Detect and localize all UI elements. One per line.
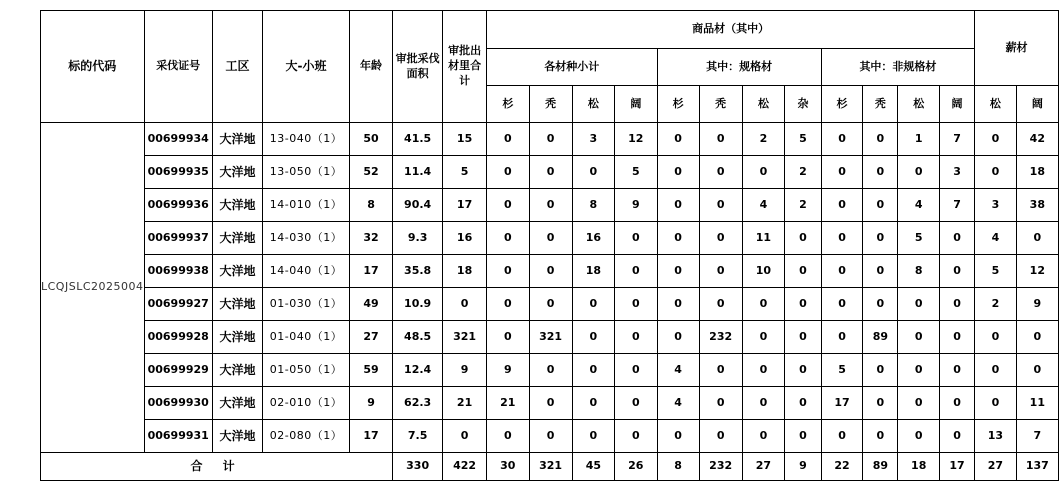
volume-firewood: 0	[975, 321, 1017, 354]
volume-non: 0	[821, 420, 863, 453]
total-label: 合 计	[41, 453, 393, 481]
volume-sub: 8	[572, 189, 614, 222]
volume-non: 0	[821, 321, 863, 354]
header-standard: 其中：规格材	[657, 49, 821, 86]
permit-number: 00699928	[144, 321, 212, 354]
total-std: 9	[785, 453, 822, 481]
total-std: 8	[657, 453, 699, 481]
volume-std: 232	[699, 321, 742, 354]
header-approved-volume	[443, 11, 487, 123]
volume-sub: 0	[572, 387, 614, 420]
species-standard: 秃	[699, 86, 742, 123]
volume-firewood: 0	[975, 123, 1017, 156]
volume-non: 7	[939, 123, 974, 156]
volume-firewood: 38	[1016, 189, 1058, 222]
volume-firewood: 0	[975, 156, 1017, 189]
total-std: 232	[699, 453, 742, 481]
area-unit: 大洋地	[212, 222, 262, 255]
header-nonstandard: 其中：非规格材	[821, 49, 974, 86]
volume-sub: 0	[529, 288, 572, 321]
volume-std: 0	[785, 288, 822, 321]
stand-id: 13-050（1）	[263, 156, 350, 189]
volume-std: 0	[785, 255, 822, 288]
species-subtotal: 松	[572, 86, 614, 123]
volume-non: 0	[939, 321, 974, 354]
volume-std: 0	[657, 420, 699, 453]
volume-std: 0	[699, 123, 742, 156]
approved-volume-value: 9	[443, 354, 487, 387]
species-subtotal: 杉	[487, 86, 529, 123]
header-subtotal: 各材种小计	[487, 49, 657, 86]
volume-sub: 0	[529, 222, 572, 255]
volume-sub: 21	[487, 387, 529, 420]
stand-id: 02-010（1）	[263, 387, 350, 420]
volume-non: 89	[863, 321, 898, 354]
header-permit-text: 采伐证号	[156, 59, 201, 73]
volume-non: 0	[821, 288, 863, 321]
volume-non: 0	[863, 354, 898, 387]
volume-sub: 0	[487, 321, 529, 354]
volume-std: 2	[785, 156, 822, 189]
volume-firewood: 12	[1016, 255, 1058, 288]
approved-area-value: 11.4	[393, 156, 443, 189]
header-code	[41, 11, 145, 123]
volume-std: 0	[699, 354, 742, 387]
total-row	[41, 453, 1059, 481]
area-unit: 大洋地	[212, 420, 262, 453]
volume-sub: 9	[487, 354, 529, 387]
age-value: 32	[349, 222, 392, 255]
volume-sub: 12	[615, 123, 657, 156]
approved-volume-value: 16	[443, 222, 487, 255]
volume-std: 4	[742, 189, 784, 222]
species-nonstandard: 杉	[821, 86, 863, 123]
stand-id: 01-040（1）	[263, 321, 350, 354]
table-row	[41, 387, 1059, 420]
volume-std: 0	[742, 354, 784, 387]
age-value: 17	[349, 420, 392, 453]
volume-non: 0	[863, 288, 898, 321]
species-nonstandard: 阔	[939, 86, 974, 123]
volume-non: 0	[821, 189, 863, 222]
species-firewood: 松	[975, 86, 1017, 123]
volume-non: 0	[863, 255, 898, 288]
volume-std: 11	[742, 222, 784, 255]
volume-std: 0	[657, 288, 699, 321]
volume-firewood: 3	[975, 189, 1017, 222]
volume-sub: 321	[529, 321, 572, 354]
table-row	[41, 123, 1059, 156]
volume-std: 0	[699, 387, 742, 420]
volume-sub: 3	[572, 123, 614, 156]
permit-number: 00699938	[144, 255, 212, 288]
volume-sub: 5	[615, 156, 657, 189]
species-firewood: 阔	[1016, 86, 1058, 123]
header-permit	[144, 11, 212, 123]
approved-area-value: 48.5	[393, 321, 443, 354]
area-unit: 大洋地	[212, 354, 262, 387]
approved-volume-value: 0	[443, 420, 487, 453]
volume-non: 0	[898, 420, 940, 453]
volume-firewood: 18	[1016, 156, 1058, 189]
approved-area-value: 35.8	[393, 255, 443, 288]
volume-sub: 0	[615, 222, 657, 255]
approved-volume-value: 17	[443, 189, 487, 222]
volume-non: 0	[939, 387, 974, 420]
volume-firewood: 2	[975, 288, 1017, 321]
volume-sub: 0	[487, 288, 529, 321]
permit-number: 00699930	[144, 387, 212, 420]
volume-sub: 0	[572, 321, 614, 354]
volume-firewood: 0	[975, 387, 1017, 420]
area-unit: 大洋地	[212, 321, 262, 354]
total-sub: 45	[572, 453, 614, 481]
header-code-text: 标的代码	[68, 59, 117, 74]
permit-number: 00699935	[144, 156, 212, 189]
total-area: 330	[393, 453, 443, 481]
volume-firewood: 13	[975, 420, 1017, 453]
permit-number: 00699937	[144, 222, 212, 255]
volume-std: 0	[785, 222, 822, 255]
volume-non: 0	[821, 222, 863, 255]
volume-sub: 0	[572, 156, 614, 189]
volume-std: 0	[699, 189, 742, 222]
volume-std: 0	[657, 189, 699, 222]
area-unit: 大洋地	[212, 288, 262, 321]
volume-firewood: 4	[975, 222, 1017, 255]
volume-non: 4	[898, 189, 940, 222]
volume-non: 0	[863, 156, 898, 189]
total-non: 89	[863, 453, 898, 481]
header-approved-volume-text: 审批出材里合计	[448, 44, 482, 87]
volume-sub: 0	[529, 123, 572, 156]
volume-non: 0	[863, 387, 898, 420]
volume-std: 0	[785, 321, 822, 354]
approved-volume-value: 18	[443, 255, 487, 288]
species-subtotal: 秃	[529, 86, 572, 123]
volume-non: 0	[821, 255, 863, 288]
volume-firewood: 0	[1016, 321, 1058, 354]
approved-volume-value: 5	[443, 156, 487, 189]
volume-std: 0	[657, 321, 699, 354]
total-std: 27	[742, 453, 784, 481]
table-row	[41, 354, 1059, 387]
volume-std: 0	[657, 222, 699, 255]
volume-std: 0	[742, 156, 784, 189]
age-value: 50	[349, 123, 392, 156]
total-firewood: 137	[1016, 453, 1058, 481]
timber-harvest-table	[40, 10, 1059, 481]
volume-firewood: 0	[1016, 222, 1058, 255]
volume-non: 0	[821, 123, 863, 156]
volume-sub: 0	[529, 156, 572, 189]
age-value: 27	[349, 321, 392, 354]
stand-id: 13-040（1）	[263, 123, 350, 156]
total-non: 22	[821, 453, 863, 481]
volume-non: 0	[898, 288, 940, 321]
table-row	[41, 420, 1059, 453]
volume-sub: 9	[615, 189, 657, 222]
stand-id: 14-040（1）	[263, 255, 350, 288]
header-approved-area	[393, 11, 443, 123]
table-row	[41, 321, 1059, 354]
volume-std: 0	[742, 321, 784, 354]
volume-std: 0	[699, 222, 742, 255]
header-age	[349, 11, 392, 123]
header-area-unit-text: 工区	[225, 59, 250, 74]
total-firewood: 27	[975, 453, 1017, 481]
age-value: 8	[349, 189, 392, 222]
header-stand-text: 大-小班	[285, 59, 327, 74]
volume-std: 0	[742, 387, 784, 420]
code-cell	[41, 123, 145, 453]
volume-std: 10	[742, 255, 784, 288]
volume-non: 0	[898, 321, 940, 354]
volume-std: 0	[699, 420, 742, 453]
volume-sub: 0	[529, 255, 572, 288]
volume-std: 0	[657, 255, 699, 288]
area-unit: 大洋地	[212, 189, 262, 222]
stand-id: 14-030（1）	[263, 222, 350, 255]
volume-non: 0	[898, 354, 940, 387]
table-row	[41, 189, 1059, 222]
volume-sub: 18	[572, 255, 614, 288]
volume-sub: 0	[615, 354, 657, 387]
volume-non: 8	[898, 255, 940, 288]
volume-std: 2	[785, 189, 822, 222]
volume-non: 0	[939, 420, 974, 453]
volume-non: 7	[939, 189, 974, 222]
species-standard: 杉	[657, 86, 699, 123]
volume-sub: 0	[615, 420, 657, 453]
volume-non: 1	[898, 123, 940, 156]
volume-sub: 0	[529, 387, 572, 420]
approved-area-value: 10.9	[393, 288, 443, 321]
species-standard: 松	[742, 86, 784, 123]
species-nonstandard: 松	[898, 86, 940, 123]
volume-firewood: 0	[1016, 354, 1058, 387]
volume-sub: 0	[572, 354, 614, 387]
permit-number: 00699929	[144, 354, 212, 387]
volume-non: 0	[821, 156, 863, 189]
volume-sub: 0	[529, 420, 572, 453]
volume-std: 4	[657, 354, 699, 387]
code-value: LCQJSLC2025004	[41, 280, 144, 294]
volume-firewood: 5	[975, 255, 1017, 288]
area-unit: 大洋地	[212, 123, 262, 156]
volume-non: 0	[939, 288, 974, 321]
permit-number: 00699931	[144, 420, 212, 453]
volume-firewood: 0	[975, 354, 1017, 387]
approved-volume-value: 321	[443, 321, 487, 354]
permit-number: 00699934	[144, 123, 212, 156]
volume-non: 0	[863, 123, 898, 156]
volume-sub: 0	[572, 420, 614, 453]
total-sub: 321	[529, 453, 572, 481]
volume-firewood: 9	[1016, 288, 1058, 321]
volume-sub: 0	[529, 354, 572, 387]
age-value: 52	[349, 156, 392, 189]
volume-std: 2	[742, 123, 784, 156]
header-age-text: 年龄	[360, 59, 383, 73]
volume-sub: 0	[487, 189, 529, 222]
approved-area-value: 7.5	[393, 420, 443, 453]
volume-sub: 16	[572, 222, 614, 255]
table-row	[41, 222, 1059, 255]
approved-area-value: 41.5	[393, 123, 443, 156]
volume-sub: 0	[529, 189, 572, 222]
volume-std: 0	[785, 387, 822, 420]
volume-sub: 0	[615, 255, 657, 288]
approved-area-value: 62.3	[393, 387, 443, 420]
header-firewood: 薪材	[975, 11, 1059, 86]
age-value: 17	[349, 255, 392, 288]
volume-std: 0	[699, 156, 742, 189]
header-approved-area-text: 审批采伐面积	[395, 51, 440, 80]
age-value: 49	[349, 288, 392, 321]
approved-volume-value: 0	[443, 288, 487, 321]
volume-sub: 0	[572, 288, 614, 321]
header-commercial: 商品材（其中）	[487, 11, 975, 49]
header-row-1	[41, 11, 1059, 49]
permit-number: 00699927	[144, 288, 212, 321]
total-non: 18	[898, 453, 940, 481]
volume-std: 0	[699, 255, 742, 288]
volume-non: 17	[821, 387, 863, 420]
volume-std: 0	[742, 288, 784, 321]
volume-non: 0	[939, 354, 974, 387]
volume-non: 3	[939, 156, 974, 189]
total-non: 17	[939, 453, 974, 481]
volume-sub: 0	[615, 387, 657, 420]
volume-non: 0	[898, 156, 940, 189]
stand-id: 02-080（1）	[263, 420, 350, 453]
stand-id: 01-050（1）	[263, 354, 350, 387]
species-standard: 杂	[785, 86, 822, 123]
volume-std: 0	[657, 123, 699, 156]
volume-sub: 0	[487, 156, 529, 189]
approved-volume-value: 15	[443, 123, 487, 156]
approved-area-value: 90.4	[393, 189, 443, 222]
volume-std: 0	[657, 156, 699, 189]
table-row	[41, 288, 1059, 321]
volume-non: 0	[898, 387, 940, 420]
area-unit: 大洋地	[212, 156, 262, 189]
volume-std: 0	[742, 420, 784, 453]
approved-volume-value: 21	[443, 387, 487, 420]
volume-firewood: 7	[1016, 420, 1058, 453]
volume-sub: 0	[487, 255, 529, 288]
total-sub: 26	[615, 453, 657, 481]
age-value: 9	[349, 387, 392, 420]
volume-non: 0	[863, 420, 898, 453]
species-subtotal: 阔	[615, 86, 657, 123]
stand-id: 14-010（1）	[263, 189, 350, 222]
total-sub: 30	[487, 453, 529, 481]
table-row	[41, 156, 1059, 189]
volume-std: 4	[657, 387, 699, 420]
approved-area-value: 12.4	[393, 354, 443, 387]
volume-non: 0	[863, 189, 898, 222]
species-nonstandard: 秃	[863, 86, 898, 123]
table-row	[41, 255, 1059, 288]
volume-std: 0	[699, 288, 742, 321]
area-unit: 大洋地	[212, 255, 262, 288]
volume-firewood: 42	[1016, 123, 1058, 156]
volume-sub: 0	[615, 288, 657, 321]
volume-sub: 0	[615, 321, 657, 354]
header-area-unit	[212, 11, 262, 123]
volume-sub: 0	[487, 222, 529, 255]
volume-std: 0	[785, 420, 822, 453]
volume-std: 0	[785, 354, 822, 387]
volume-non: 5	[821, 354, 863, 387]
volume-firewood: 11	[1016, 387, 1058, 420]
total-volume: 422	[443, 453, 487, 481]
volume-non: 5	[898, 222, 940, 255]
header-stand	[263, 11, 350, 123]
volume-sub: 0	[487, 123, 529, 156]
volume-non: 0	[863, 222, 898, 255]
volume-non: 0	[939, 255, 974, 288]
volume-std: 5	[785, 123, 822, 156]
volume-sub: 0	[487, 420, 529, 453]
stand-id: 01-030（1）	[263, 288, 350, 321]
approved-area-value: 9.3	[393, 222, 443, 255]
age-value: 59	[349, 354, 392, 387]
area-unit: 大洋地	[212, 387, 262, 420]
volume-non: 0	[939, 222, 974, 255]
permit-number: 00699936	[144, 189, 212, 222]
